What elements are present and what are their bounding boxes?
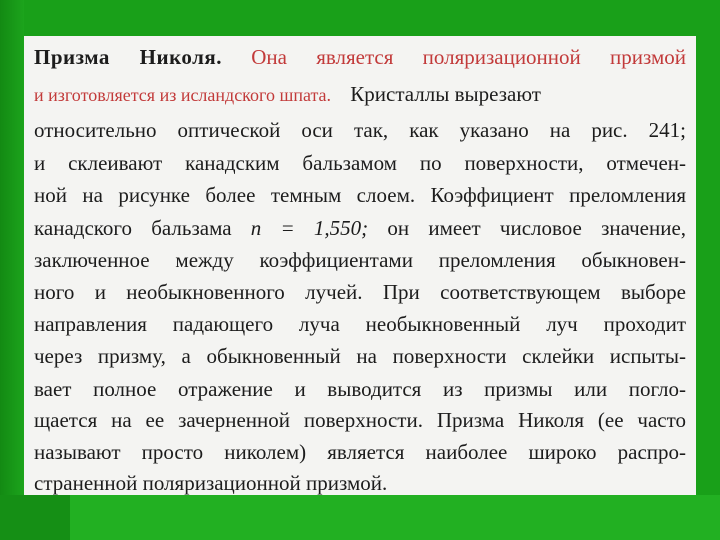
text-line-4: и склеивают канадским бальзамом по поверхности, отмечен-	[34, 151, 686, 175]
slide-corner-shade	[0, 495, 70, 540]
highlighted-text: и изготовляется из исландского шпата.	[34, 85, 332, 105]
slide-background-bottom	[0, 495, 720, 540]
text-segment: канадского бальзама	[34, 216, 232, 240]
text-segment: Кристаллы вырезают	[350, 82, 541, 106]
text-line-6	[34, 215, 686, 241]
refractive-index-formula: n = 1,550;	[250, 216, 369, 240]
text-line-13: называют просто николем) является наиболее широко распро-	[34, 440, 686, 464]
text-line-1	[34, 44, 686, 70]
text-line-9: направления падающего луча необыкновенный луч проходит	[34, 312, 686, 336]
text-segment: он имеет числовое значение,	[387, 216, 686, 240]
text-line-14: страненной поляризационной призмой.	[34, 471, 388, 495]
text-line-7: заключенное между коэффициентами преломления обыкновен-	[34, 248, 686, 272]
document-heading: Призма Николя.	[34, 45, 223, 69]
text-line-8: ного и необыкновенного лучей. При соответствующем выборе	[34, 280, 686, 304]
text-line-11: вает полное отражение и выводится из призмы или погло-	[34, 377, 686, 401]
text-line-2	[34, 81, 686, 108]
highlighted-text: Она является поляризационной призмой	[251, 45, 686, 69]
text-line-5: ной на рисунке более темным слоем. Коэффициент преломления	[34, 183, 686, 207]
text-line-3: относительно оптической оси так, как указано на рис. 241;	[34, 118, 686, 142]
text-line-12: щается на ее зачерненной поверхности. Призма Николя (ее часто	[34, 408, 686, 432]
text-line-10: через призму, а обыкновенный на поверхности склейки испыты-	[34, 344, 686, 368]
document-page	[24, 36, 696, 495]
slide-background-left	[0, 0, 24, 540]
